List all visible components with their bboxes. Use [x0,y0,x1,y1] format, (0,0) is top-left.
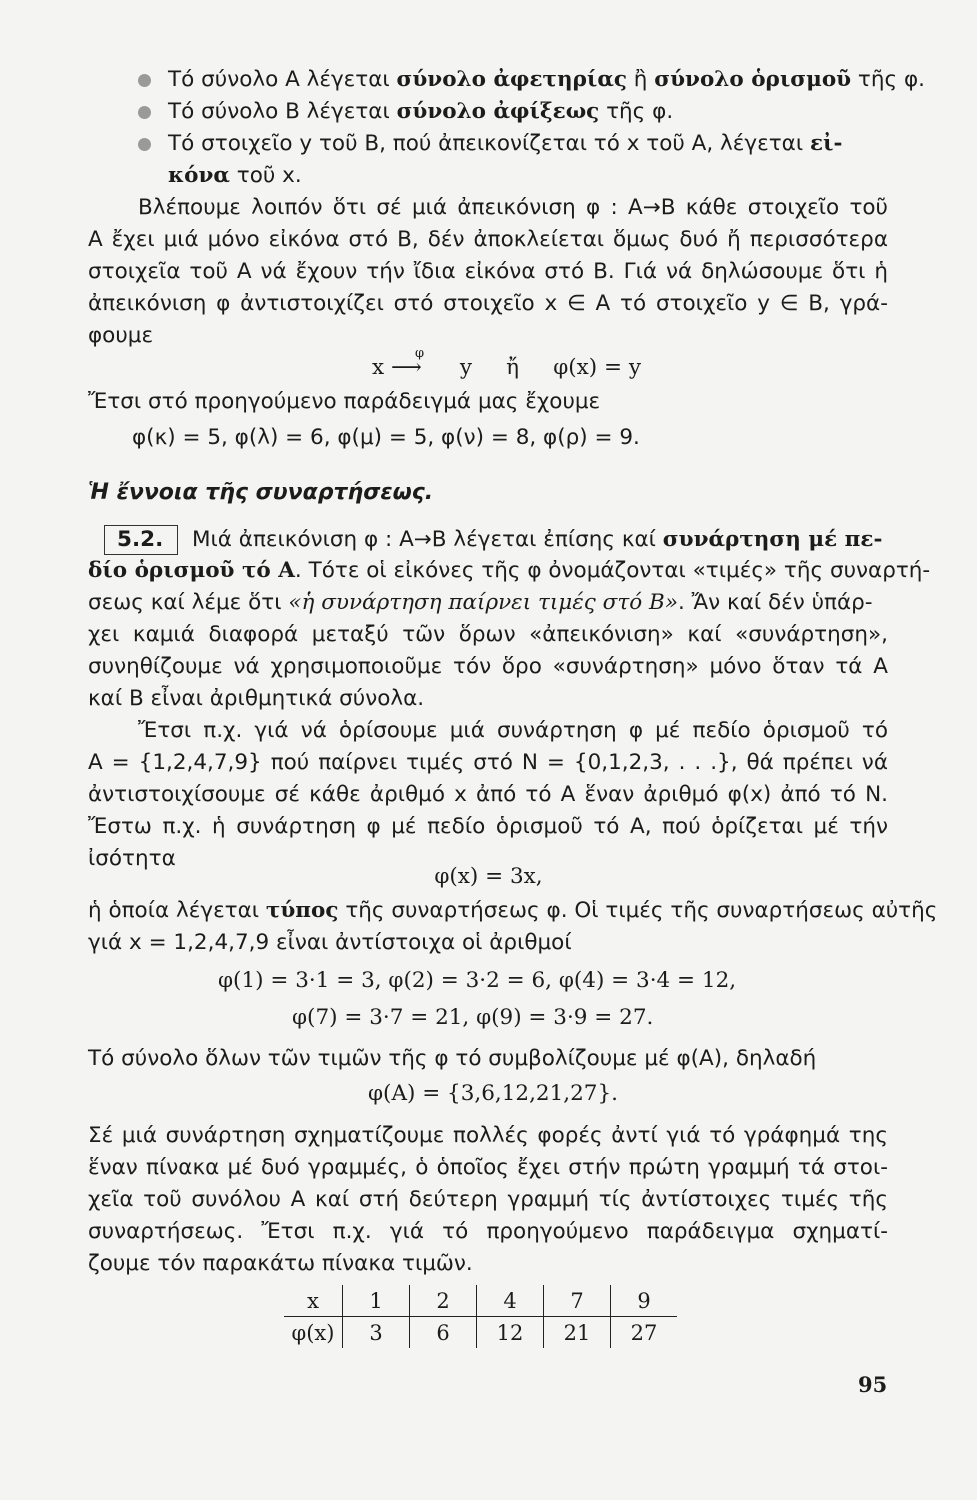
para2-line-1: Ἔτσι π.χ. γιά νά ὁρίσουμε μιά συνάρτηση φ μέ πεδίο ὁρισμοῦ τό [138,718,888,743]
para5-line-4: συναρτήσεως. Ἔτσι π.χ. γιά τό προηγούμενο παράδειγμα σχηματί- [88,1219,888,1244]
table-cell: 3 [343,1317,410,1349]
bullet-line-2: Τό σύνολο Β λέγεται σύνολο ἀφίξεως τῆς φ. [168,99,674,124]
para1-line-1: Βλέπουμε λοιπόν ὅτι σέ μιά ἀπεικόνιση φ : Α→Β κάθε στοιχεῖο τοῦ [138,195,888,220]
mapping-formula: x φ ⟶ y ἤ φ(x) = y [372,352,641,384]
para5-line-5: ζουμε τόν παρακάτω πίνακα τιμῶν. [88,1251,473,1276]
table-cell: 6 [410,1317,477,1349]
para2-line-4: Ἔστω π.χ. ἡ συνάρτηση φ μέ πεδίο ὁρισμοῦ τό Α, πού ὁρίζεται μέ τήν [88,814,888,839]
example-values: φ(κ) = 5, φ(λ) = 6, φ(μ) = 5, φ(ν) = 8, φ(ρ) = 9. [132,425,640,450]
para2-line-5: ἰσότητα [88,846,176,871]
section-line-5: συνηθίζουμε νά χρησιμοποιοῦμε τόν ὅρο «συνάρτηση» μόνο ὅταν τά Α [88,654,888,679]
table-header-cell: φ(x) [291,1320,335,1345]
table-cell: 1 [343,1285,410,1317]
para3-line-1: ἡ ὁποία λέγεται τύπος τῆς συναρτήσεως φ. Οἱ τιμές τῆς συναρτήσεως αὐτῆς [88,898,938,923]
table-cell: 21 [544,1317,611,1349]
para1-line-5: φουμε [88,323,154,348]
section-line-2: δίο ὁρισμοῦ τό Α. Τότε οἱ εἰκόνες τῆς φ ὀνομάζονται «τιμές» τῆς συναρτή- [88,558,931,583]
table-header-cell: x [284,1285,343,1317]
section-line-4: χει καμιά διαφορά μεταξύ τῶν ὅρων «ἀπεικόνιση» καί «συνάρτηση», [88,622,888,647]
example-intro: Ἔτσι στό προηγούμενο παράδειγμά μας ἔχουμε [88,389,601,414]
para1-line-3: στοιχεῖα τοῦ Α νά ἔχουν τήν ἴδια εἰκόνα στό Β. Γιά νά δηλώσουμε ὅτι ἡ [88,259,888,284]
section-line-6: καί Β εἶναι ἀριθμητικά σύνολα. [88,686,425,711]
table-cell: 4 [477,1285,544,1317]
bullet-line-1: Τό σύνολο Α λέγεται σύνολο ἀφετηρίας ἢ σύνολο ὁρισμοῦ τῆς φ. [168,67,925,92]
table-cell: 7 [544,1285,611,1317]
para5-line-1: Σέ μιά συνάρτηση σχηματίζουμε πολλές φορές ἀντί γιά τό γράφημά της [88,1123,888,1148]
para5-line-2: ἕναν πίνακα μέ δυό γραμμές, ὁ ὁποῖος ἔχει στήν πρώτη γραμμή τά στοι- [88,1155,888,1180]
bullet-line-3-cont: κόνα τοῦ x. [168,163,302,188]
calc-line-2: φ(7) = 3·7 = 21, φ(9) = 3·9 = 27. [292,1005,654,1030]
bullet-icon [138,138,151,151]
mapping-arrow: φ ⟶ [390,346,425,380]
bullet-line-3: Τό στοιχεῖο y τοῦ Β, πού ἀπεικονίζεται τό x τοῦ Α, λέγεται εἰ- [168,131,843,156]
formula-3x: φ(x) = 3x, [434,864,543,889]
section-heading: Ἡ ἔννοια τῆς συναρτήσεως. [88,480,434,505]
para5-line-3: χεῖα τοῦ συνόλου Α καί στή δεύτερη γραμμή τίς ἀντίστοιχες τιμές τῆς [88,1187,888,1212]
page-number: 95 [858,1372,888,1397]
formula-image-set: φ(Α) = {3,6,12,21,27}. [368,1081,619,1106]
table-cell: 9 [611,1285,678,1317]
table-row [284,1285,677,1317]
table-cell: 2 [410,1285,477,1317]
bullet-icon [138,74,151,87]
values-table [284,1285,677,1348]
para2-line-2: Α = {1,2,4,7,9} πού παίρνει τιμές στό Ν = {0,1,2,3, . . .}, θά πρέπει νά [88,750,888,775]
para1-line-4: ἀπεικόνιση φ ἀντιστοιχίζει στό στοιχεῖο x ∈ Α τό στοιχεῖο y ∈ Β, γρά- [88,291,888,316]
para1-line-2: Α ἔχει μιά μόνο εἰκόνα στό Β, δέν ἀποκλείεται ὅμως δυό ἤ περισσότερα [88,227,888,252]
section-line-3: σεως καί λέμε ὅτι «ἡ συνάρτηση παίρνει τιμές στό Β». Ἄν καί δέν ὑπάρ- [88,590,873,615]
section-line-1: 5.2. Μιά ἀπεικόνιση φ : Α→Β λέγεται ἐπίσης καί συνάρτηση μέ πε- [104,524,882,556]
table-cell: 12 [477,1317,544,1349]
section-number: 5.2. [104,525,178,555]
bullet-icon [138,106,151,119]
table-row [284,1317,677,1349]
calc-line-1: φ(1) = 3·1 = 3, φ(2) = 3·2 = 6, φ(4) = 3·4 = 12, [218,968,737,993]
table-cell: 27 [611,1317,678,1349]
para2-line-3: ἀντιστοιχίσουμε σέ κάθε ἀριθμό x ἀπό τό Α ἕναν ἀριθμό φ(x) ἀπό τό Ν. [88,782,888,807]
para3-line-2: γιά x = 1,2,4,7,9 εἶναι ἀντίστοιχα οἱ ἀριθμοί [88,930,572,955]
para4: Τό σύνολο ὅλων τῶν τιμῶν τῆς φ τό συμβολίζουμε μέ φ(Α), δηλαδή [88,1046,817,1071]
